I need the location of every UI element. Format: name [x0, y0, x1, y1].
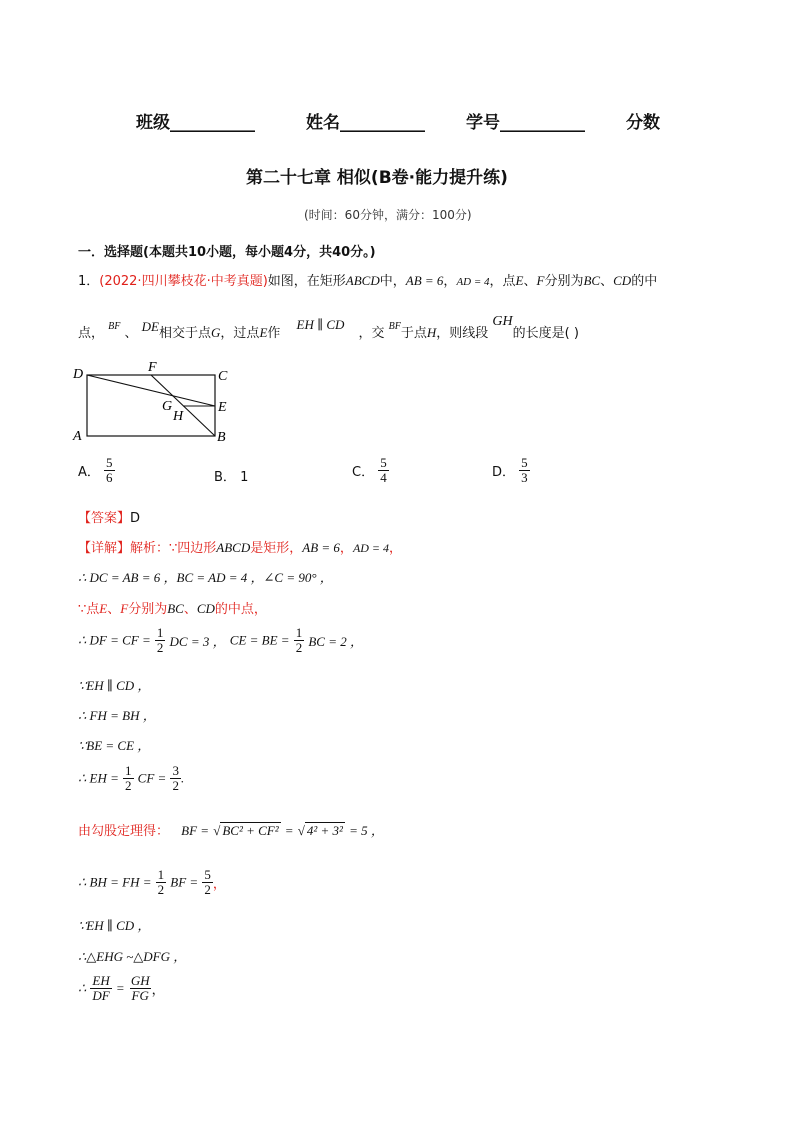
ratio-eh-df [90, 974, 111, 1003]
solution-line-5: ∵EH ∥ CD ， [78, 678, 151, 693]
fraction-numerator: 1 [157, 867, 165, 882]
option-b[interactable] [214, 466, 248, 485]
solution-text: 分别为 [128, 602, 168, 617]
solution-line-9 [78, 820, 384, 839]
question-source: (2022·四川攀枝花·中考真题) [99, 274, 268, 289]
option-value: 1 [240, 470, 249, 485]
solution-line-8 [78, 764, 184, 793]
math-radicand: 4² + 3² [306, 823, 343, 838]
segment-de [87, 375, 215, 406]
math-cd: CD [196, 601, 215, 616]
fraction-numerator: 3 [172, 763, 179, 778]
question-text: 作 [267, 326, 281, 341]
math-g: G [211, 325, 221, 340]
option-fraction [104, 456, 115, 485]
question-text: ， [443, 274, 457, 289]
solution-line-6: ∴ FH = BH ， [78, 708, 156, 723]
sqrt-symbol: √ [297, 823, 305, 838]
solution-text: 、 [107, 602, 121, 617]
fraction-denominator: 2 [125, 778, 132, 793]
solution-text: 解析：∵四边形 [130, 541, 217, 556]
fraction-numerator: GH [130, 973, 150, 988]
point-label-c: C [218, 369, 228, 384]
question-text: 分别为 [544, 274, 584, 289]
math-abcd: ABCD [216, 540, 251, 555]
solution-text: ， [151, 983, 165, 998]
fraction-numerator: 5 [106, 455, 113, 470]
question-text: 相交于点 [159, 326, 212, 341]
question-text: 点， [78, 326, 105, 341]
math-expression: ∴ [78, 980, 87, 996]
answer-line [78, 507, 140, 526]
question-text: 中， [379, 274, 406, 289]
question-text: 、 [523, 274, 537, 289]
solution-line-12: ∴△EHG ~△DFG ， [78, 949, 187, 964]
fraction-denominator: 2 [172, 778, 179, 793]
solution-text: ， [212, 877, 226, 892]
math-expression: BC = 2 ， [308, 634, 363, 649]
solution-line-13 [78, 974, 165, 1003]
geometry-figure [70, 356, 240, 448]
math-ab: AB = 6 [405, 273, 444, 288]
math-expression: = 5 ， [349, 823, 384, 838]
math-expression: DC = 3 ， [169, 634, 226, 649]
fraction-one-half [156, 868, 167, 897]
solution-line-4 [78, 626, 363, 655]
math-bf: BF [388, 321, 401, 332]
solution-text: ， [389, 541, 403, 556]
point-label-d: D [73, 367, 84, 382]
sqrt-symbol: √ [213, 823, 221, 838]
section-heading: 一．选择题(本题共10小题，每小题4分，共40分。) [78, 245, 376, 260]
fraction-denominator: 2 [295, 640, 303, 655]
question-text: 于点 [400, 326, 427, 341]
score-field-label: 分数 [626, 113, 660, 133]
math-cd: CD [613, 273, 632, 288]
option-d[interactable] [492, 456, 530, 485]
math-eh-parallel-cd: EH ∥ CD [296, 317, 345, 332]
question-text: 、 [124, 326, 138, 341]
point-label-f: F [148, 360, 157, 375]
fraction-denominator: 2 [157, 882, 165, 897]
point-label-b: B [217, 430, 226, 445]
solution-text: 的中点， [214, 602, 267, 617]
math-expression: = [115, 980, 125, 996]
math-ad: AD = 4 [456, 276, 490, 288]
point-label-g: G [162, 399, 173, 414]
question-text: ，点 [489, 274, 516, 289]
point-label-a: A [73, 429, 82, 444]
fraction-five-halves [202, 868, 213, 897]
page-title: 第二十七章 相似(B卷·能力提升练) [246, 168, 508, 188]
option-fraction [378, 456, 389, 485]
math-expression: = [284, 823, 294, 838]
question-text: 如图，在矩形 [267, 274, 346, 289]
fraction-one-half [294, 626, 305, 655]
fraction-denominator: FG [131, 988, 149, 1003]
math-abcd: ABCD [345, 273, 380, 288]
math-expression: CF = [137, 770, 167, 786]
solution-line-7: ∵BE = CE ， [78, 738, 151, 753]
math-radicand: BC² + CF² [222, 823, 279, 838]
fraction-numerator: 1 [156, 625, 164, 640]
solution-text: ∵点 [78, 602, 100, 617]
student-id-field-label: 学号__________ [466, 113, 585, 133]
math-f: F [120, 601, 129, 616]
option-label: B． [214, 470, 236, 485]
question-text: 、 [600, 274, 614, 289]
math-bf: BF [108, 321, 121, 332]
solution-line-2: ∴ DC = AB = 6 ，BC = AD = 4 ，∠C = 90° ， [78, 570, 333, 585]
math-h: H [426, 325, 437, 340]
point-label-h: H [173, 409, 184, 424]
solution-text: 、 [183, 602, 197, 617]
math-ab: AB = 6 [302, 540, 340, 555]
option-label: C． [352, 465, 375, 480]
math-e: E [99, 601, 108, 616]
math-expression: . [180, 770, 185, 786]
answer-value: D [130, 511, 141, 526]
fraction-denominator: 4 [380, 470, 387, 485]
question-line-1 [78, 270, 657, 289]
fraction-numerator: 5 [204, 867, 211, 882]
fraction-numerator: EH [92, 973, 110, 988]
fraction-numerator: 1 [295, 625, 303, 640]
fraction-denominator: 2 [156, 640, 164, 655]
solution-line-11: ∵EH ∥ CD ， [78, 918, 151, 933]
class-field-label: 班级__________ [136, 113, 255, 133]
fraction-denominator: DF [92, 988, 110, 1003]
option-a[interactable] [78, 456, 115, 485]
point-label-e: E [218, 400, 227, 415]
question-line-2 [78, 314, 579, 342]
math-ad: AD = 4 [352, 541, 390, 555]
option-label: D． [492, 465, 516, 480]
fraction-numerator: 5 [380, 455, 387, 470]
math-gh: GH [492, 314, 513, 329]
question-text: 的中 [631, 274, 658, 289]
math-expression: ∴ DF = CF = [78, 632, 151, 648]
math-e: E [515, 273, 524, 288]
math-f: F [536, 273, 545, 288]
math-bc: BC [583, 273, 601, 288]
fraction-three-halves [170, 764, 181, 793]
solution-text: 由勾股定理得： [78, 824, 170, 839]
question-text: ，则线段 [436, 326, 489, 341]
math-bc: BC [167, 601, 184, 616]
math-expression: ∴ EH = [78, 770, 119, 786]
solution-text: 是矩形， [250, 541, 303, 556]
question-text: ，过点 [220, 326, 260, 341]
page-subtitle: (时间：60分钟，满分：100分) [304, 208, 472, 222]
math-expression: ∴ BH = FH = [78, 874, 152, 890]
option-label: A． [78, 465, 100, 480]
fraction-one-half [155, 626, 166, 655]
math-expression: BF = [181, 823, 210, 838]
option-c[interactable] [352, 456, 389, 485]
math-e: E [259, 325, 268, 340]
solution-line-1 [78, 537, 402, 556]
math-de: DE [141, 319, 160, 334]
question-number: 1． [78, 274, 100, 289]
fraction-denominator: 3 [521, 470, 528, 485]
solution-tag: 【详解】 [78, 541, 131, 556]
name-field-label: 姓名__________ [306, 113, 425, 133]
fraction-numerator: 1 [125, 763, 132, 778]
ratio-gh-fg [129, 974, 152, 1003]
fraction-numerator: 5 [521, 455, 528, 470]
option-fraction [519, 456, 530, 485]
math-expression: BF = [170, 874, 199, 890]
fraction-one-half [123, 764, 134, 793]
question-text: 的长度是( ) [512, 326, 579, 341]
solution-line-3 [78, 598, 267, 617]
fraction-denominator: 2 [204, 882, 211, 897]
solution-line-10 [78, 868, 226, 897]
solution-text: ， [339, 541, 353, 556]
math-expression: CE = BE = [229, 632, 290, 648]
question-text: ，交 [358, 326, 385, 341]
fraction-denominator: 6 [106, 470, 113, 485]
answer-tag: 【答案】 [78, 511, 131, 526]
